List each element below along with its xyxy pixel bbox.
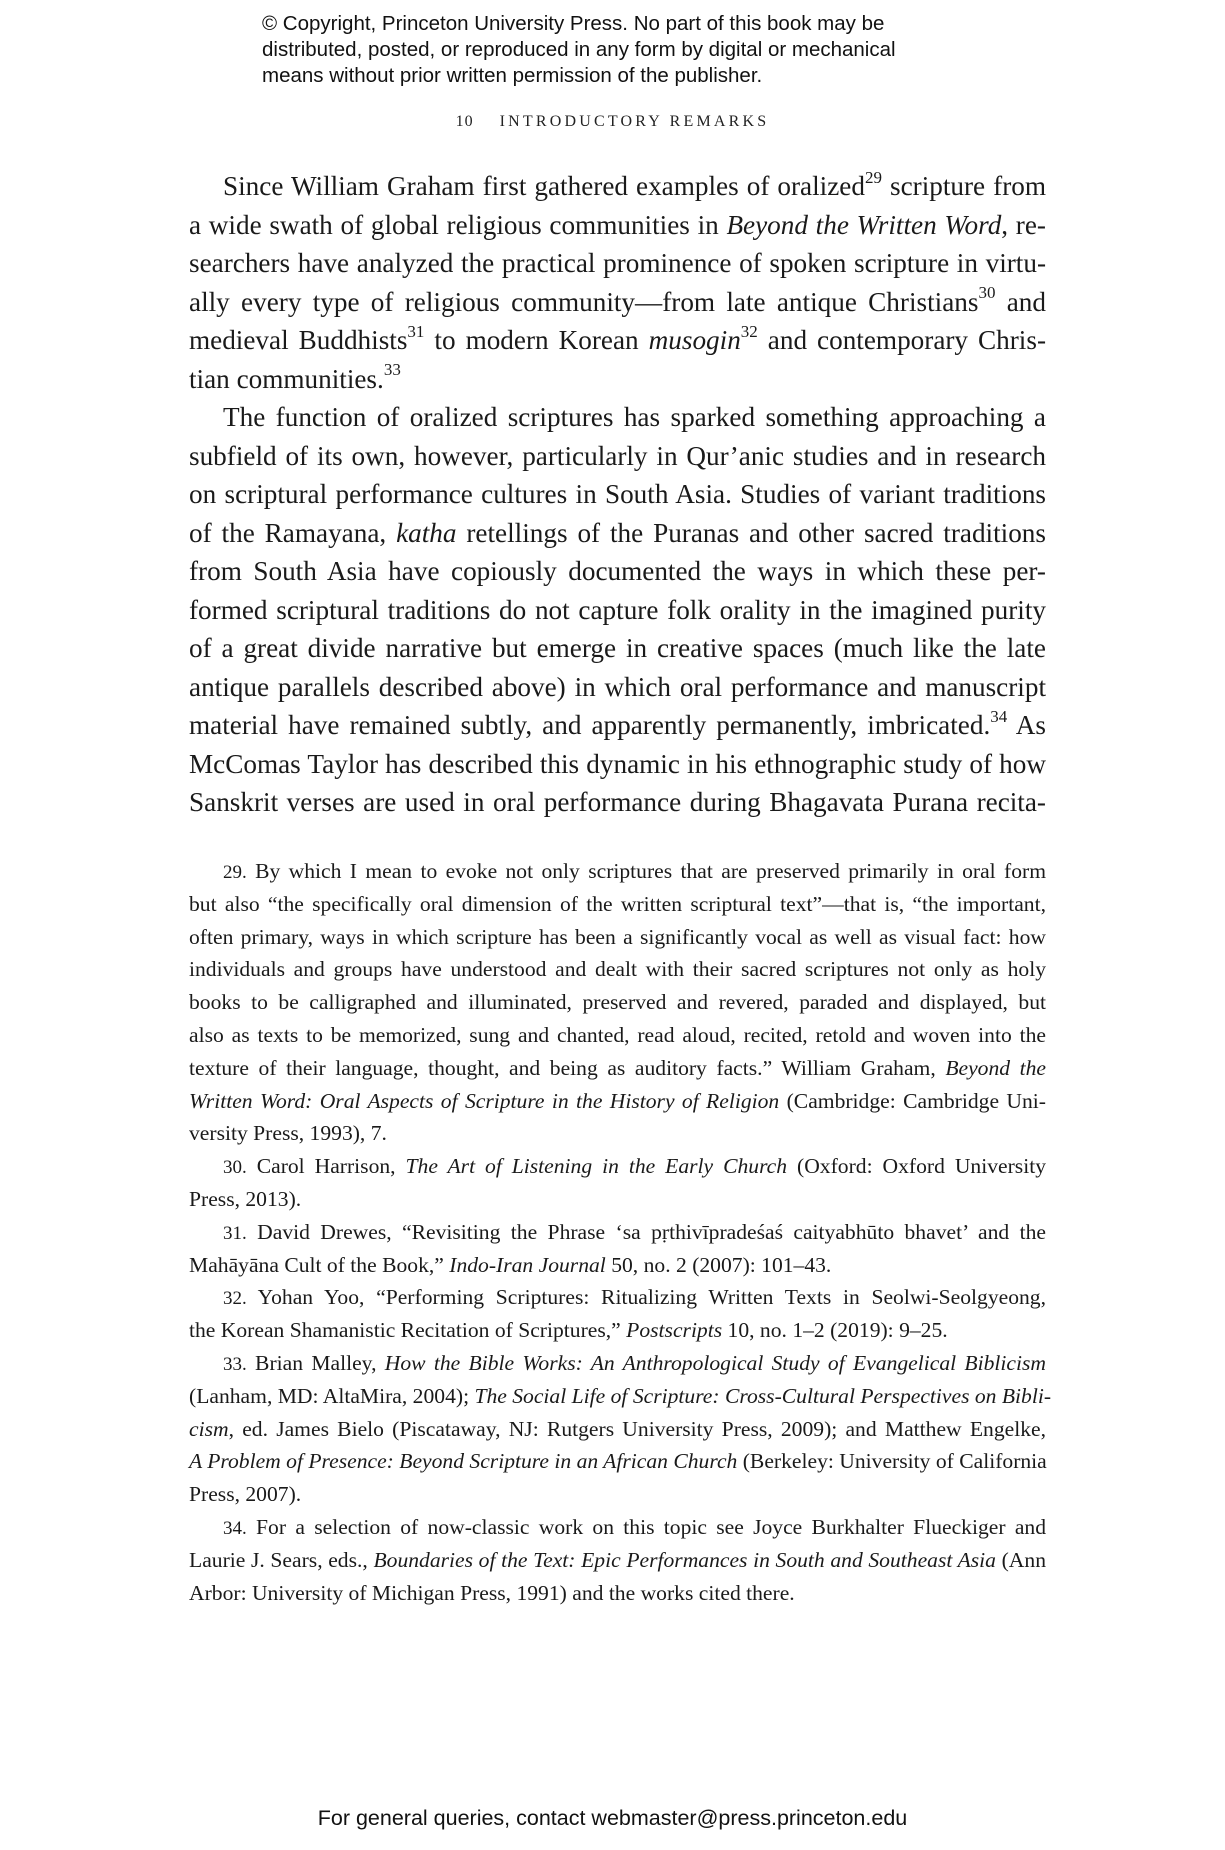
- text-line: Since William Graham first gathered examples of oralized$^{29}$ scripture from: [223, 167, 1046, 201]
- footnote-29: 29. By which I mean to evoke not only scriptures that are preserved primarily in oral form: [223, 859, 1046, 883]
- running-head-title: INTRODUCTORY REMARKS: [499, 113, 770, 130]
- footnote-ref: 30: [978, 283, 996, 303]
- footnote-line: Arbor: University of Michigan Press, 1991) and the works cited there.: [189, 1580, 795, 1605]
- footnote-30: 30. Carol Harrison, The Art of Listening in the Early Church (Oxford: Oxford University: [223, 1154, 1047, 1179]
- footnote-line: (Lanham, MD: AltaMira, 2004); The Social Life of Scripture: Cross-Cultural Perspectives on Bibli-: [189, 1383, 1052, 1408]
- footnote-ref: 29: [864, 167, 882, 187]
- text-line: medieval Buddhists$^{31}$ to modern Korean musogin$^{32}$ and contemporary Chris-: [189, 321, 1046, 355]
- footnote-number: 32.: [223, 1288, 247, 1310]
- footnote-34: 34. For a selection of now-classic work on this topic see Joyce Burkhalter Flueckiger and: [223, 1514, 1046, 1539]
- footnote-ref: 34: [990, 706, 1008, 726]
- footnote-line: Press, 2013).: [189, 1186, 302, 1211]
- footnote-ref: 33: [383, 360, 401, 380]
- footnote-line: Written Word: Oral Aspects of Scripture in the History of Religion (Cambridge: Cambridge Uni-: [189, 1088, 1046, 1113]
- text-line: subfield of its own, however, particularly in Qur’anic studies and in research: [189, 440, 1046, 471]
- text-line: The function of oralized scriptures has sparked something approaching a: [223, 402, 1046, 432]
- text-line: searchers have analyzed the practical prominence of spoken scripture in virtu-: [189, 248, 1046, 278]
- footnotes: [189, 855, 1052, 1609]
- footer-contact: For general queries, contact webmaster@press.princeton.edu: [317, 1806, 908, 1830]
- footnote-line: individuals and groups have understood and dealt with their sacred scriptures not only as holy: [189, 957, 1046, 982]
- footnote-line: versity Press, 1993), 7.: [189, 1121, 387, 1146]
- footnote-line: books to be calligraphed and illuminated, preserved and revered, paraded and displayed, but: [189, 990, 1046, 1015]
- text-line: on scriptural performance cultures in South Asia. Studies of variant traditions: [189, 479, 1046, 509]
- footnote-ref: 32: [740, 321, 758, 341]
- footnote-line: texture of their language, thought, and being as auditory facts.” William Graham, Beyond the: [189, 1055, 1047, 1080]
- copyright-line: means without prior written permission of the publisher.: [262, 64, 763, 87]
- text-line: of a great divide narrative but emerge in creative spaces (much like the late: [189, 633, 1046, 663]
- text-line: ally every type of religious community—from late antique Christians$^{30}$ and: [189, 283, 1046, 317]
- copyright-notice: [262, 11, 1022, 89]
- footnote-number: 33.: [223, 1353, 247, 1375]
- text-line: McComas Taylor has described this dynamic in his ethnographic study of how: [189, 748, 1046, 779]
- footnote-line: Laurie J. Sears, eds., Boundaries of the Text: Epic Performances in South and Southeast Asia (Ann: [189, 1547, 1046, 1572]
- text-line: of the Ramayana, katha retellings of the Puranas and other sacred traditions: [189, 517, 1046, 548]
- text-line: material have remained subtly, and apparently permanently, imbricated.$^{34}$ As: [189, 706, 1047, 740]
- footnote-32: 32. Yohan Yoo, “Performing Scriptures: Ritualizing Written Texts in Seolwi-Seolgyeong,: [223, 1285, 1046, 1310]
- footnote-line: the Korean Shamanistic Recitation of Scriptures,” Postscripts 10, no. 1–2 (2019): 9–25.: [189, 1318, 948, 1343]
- footnote-line: also as texts to be memorized, sung and chanted, read aloud, recited, retold and woven into the: [189, 1022, 1046, 1047]
- text-line: a wide swath of global religious communities in Beyond the Written Word, re-: [189, 209, 1046, 240]
- footnote-33: 33. Brian Malley, How the Bible Works: An Anthropological Study of Evangelical Biblicism: [223, 1350, 1046, 1375]
- footnote-number: 34.: [223, 1517, 247, 1539]
- page-number: 10: [455, 113, 474, 130]
- footnote-line: cism, ed. James Bielo (Piscataway, NJ: Rutgers University Press, 2009); and Matthew Engelke,: [189, 1416, 1046, 1441]
- copyright-line: distributed, posted, or reproduced in any form by digital or mechanical: [262, 38, 896, 61]
- footnote-line: but also “the specifically oral dimension of the written scriptural text”—that is, “the important,: [189, 891, 1046, 916]
- text-line: formed scriptural traditions do not capture folk orality in the imagined purity: [189, 594, 1046, 625]
- text-line: tian communities.$^{33}$: [189, 360, 401, 394]
- main-text: [189, 167, 1046, 822]
- footnote-31: 31. David Drewes, “Revisiting the Phrase ‘sa pṛthivīpradeśaś caityabhūto bhavet’ and the: [223, 1219, 1046, 1244]
- footnote-line: often primary, ways in which scripture has been a significantly vocal as well as visual fact: how: [189, 924, 1046, 949]
- footnote-line: Press, 2007).: [189, 1482, 302, 1507]
- footnote-line: A Problem of Presence: Beyond Scripture in an African Church (Berkeley: University of California: [189, 1449, 1047, 1474]
- footnote-number: 30.: [223, 1157, 247, 1179]
- text-line: Sanskrit verses are used in oral performance during Bhagavata Purana recita-: [189, 787, 1046, 817]
- footnote-number: 31.: [223, 1222, 247, 1244]
- copyright-line: © Copyright, Princeton University Press. No part of this book may be: [262, 12, 885, 35]
- footnote-ref: 31: [407, 321, 425, 341]
- footnote-number: 29.: [223, 862, 247, 883]
- running-head: [0, 113, 1225, 131]
- text-line: from South Asia have copiously documented the ways in which these per-: [189, 556, 1046, 586]
- text-line: antique parallels described above) in which oral performance and manuscript: [189, 671, 1046, 702]
- footnote-line: Mahāyāna Cult of the Book,” Indo-Iran Journal 50, no. 2 (2007): 101–43.: [189, 1252, 832, 1277]
